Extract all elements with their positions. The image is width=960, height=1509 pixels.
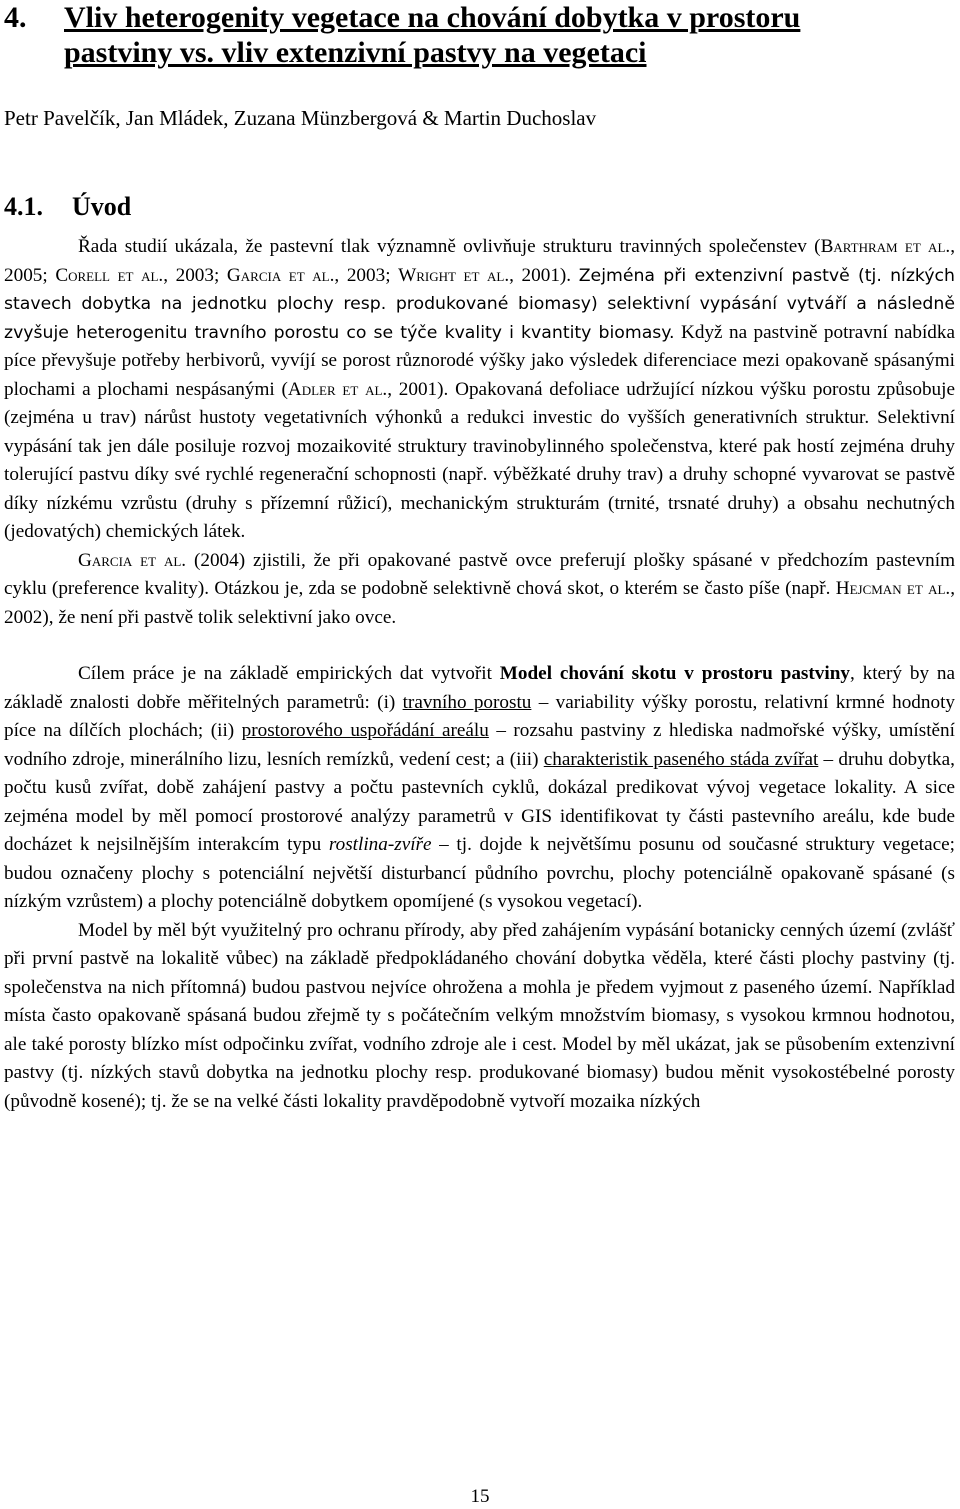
body-text: [4, 233, 955, 1116]
paragraph-1: Řada studií ukázala, že pastevní tlak významně ovlivňuje strukturu travinných společenstev (Barthram et al., 2005; Corell et al., 2003; Garcia et al., 2003; Wright et al., 2001). Zejména při extenzivní pastvě (tj. nízkých stavech dobytka na jednotku plochy resp. produkované biomasy) selektivní vypásání vytváří a následně zvyšuje heterogenitu travního porostu co se týče kvality i kvantity biomasy. Když na pastvině potravní nabídka píce převyšuje potřeby herbivorů, vyvíjí se porost různorodé výšky jako výsledek diferenciace mezi opakovaně spásanými plochami a plochami nespásanými (Adler et al., 2001). Opakovaná defoliace udržující nízkou výšku porostu způsobuje (zejména u trav) nárůst hustoty vegetativních výhonků a redukci investic do vyšších generativních struktur. Selektivní vypásání tak jen dále posiluje rozvoj mozaikovité struktury travinobylinného společenstva, které pak hostí zejména druhy tolerující pastvu díky své rychlé regenerační schopnosti (např. výběžkaté druhy trav) a druhy schopné vyvarovat se pastvě díky nízkému vzrůstu (druhy s přízemní růžicí), mechanickým strukturám (trnité, trsnaté druhy) a obsahu nechutných (jedovatých) chemických látek.: [4, 236, 956, 542]
section-number: 4.1.: [4, 192, 43, 221]
paragraph-3: Cílem práce je na základě empirických dat vytvořit Model chování skotu v prostoru pastviny, který by na základě znalosti dobře měřitelných parametrů: (i) travního porostu – variability výšky porostu, relativní krmné hodnoty píce na dílčích plochách; (ii) prostorového uspořádání areálu – rozsahu pastviny z hlediska nadmořské výšky, umístění vodního zdroje, minerálního lizu, lesních remízků, vedení cest; a (iii) charakteristik paseného stáda zvířat – druhu dobytka, počtu kusů zvířat, době zahájení pastvy a počtu pastevních cyklů, dokázal predikovat vývoj vegetace lokality. A sice zejména model by měl pomocí prostorové analýzy parametrů v GIS identifikovat ty části pastevního areálu, kde bude docházet k nejsilnějším interakcím typu rostlina-zvíře – tj. dojde k největšímu posunu od současné struktury vegetace; budou označeny plochy s potenciální největší disturbancí půdního povrchu, plochy potenciálně opakovaně spásané (s nízkým vzrůstem) a plochy potenciálně dobytkem opomíjené (s vysokou vegetací).: [4, 663, 956, 912]
underlined-term: travního porostu: [402, 691, 532, 713]
citation: Garcia et al.: [78, 549, 187, 571]
sans-serif-passage: Zejména při extenzivní pastvě (tj. nízkých stavech dobytka na jednotku plochy resp. produkované biomasy) selektivní vypásání vytváří a následně zvyšuje heterogenitu travního porostu co se týče kvality i kvantity biomasy.: [4, 265, 956, 343]
model-title: Model chování skotu v prostoru pastviny: [499, 663, 850, 684]
italic-term: rostlina-zvíře: [328, 834, 432, 855]
paragraph-4: Model by měl být využitelný pro ochranu přírody, aby před zahájením vypásání botanicky cenných území (zvlášť při první pastvě na lokalitě vůbec) na základě předpokládaného chování dobytka věděla, které části plochy pastviny (tj. společenstva na nich přítomná) budou pastvou nejvíce ohrožena a mohla je předem vyjmout z paseného území. Například místa často opakovaně spásaná budou zřejmě ty s počátečním velkým množstvím biomasy, s vysokou krmnou hodnotou, ale také porosty blízko míst odpočinku zvířat, vodního zdroje ale i cest. Model by měl ukázat, jak se působením extenzivní pastvy (tj. nízkých stavů dobytka na jednotku plochy resp. produkované biomasy) budou měnit vysokostébelné porosty (původně kosené); tj. že se na velké části lokality pravděpodobně vytvoří mozaika nízkých: [4, 919, 955, 1112]
page-number: 15: [470, 1486, 490, 1507]
authors: Petr Pavelčík, Jan Mládek, Zuzana Münzbergová & Martin Duchoslav: [4, 106, 597, 130]
citation: Hejcman et al.: [835, 578, 951, 599]
section-heading: [4, 191, 131, 223]
chapter-heading: [4, 0, 954, 70]
paragraph-2: Garcia et al. (2004) zjistili, že při opakované pastvě ovce preferují plošky spásané v předchozím pastevním cyklu (preference kvality). Otázkou je, zda se podobně selektivně chová skot, o kterém se často píše (např. Hejcman et al., 2002), že není při pastvě tolik selektivní jako ovce.: [4, 549, 956, 628]
citation: Corell et al.: [55, 264, 164, 286]
citation: Barthram et al.: [820, 236, 951, 257]
chapter-number: 4.: [4, 1, 27, 34]
section-title: Úvod: [72, 192, 132, 221]
underlined-term: charakteristik paseného stáda zvířat: [543, 748, 819, 770]
citation: Wright et al.: [398, 264, 510, 286]
citation: Garcia et al.: [226, 264, 335, 286]
chapter-title-line2: pastviny vs. vliv extenzivní pastvy na vegetaci: [64, 36, 647, 69]
citation: Adler et al.: [287, 378, 388, 400]
underlined-term: prostorového uspořádání areálu: [241, 720, 489, 741]
chapter-title-line1: Vliv heterogenity vegetace na chování dobytka v prostoru: [64, 1, 801, 34]
